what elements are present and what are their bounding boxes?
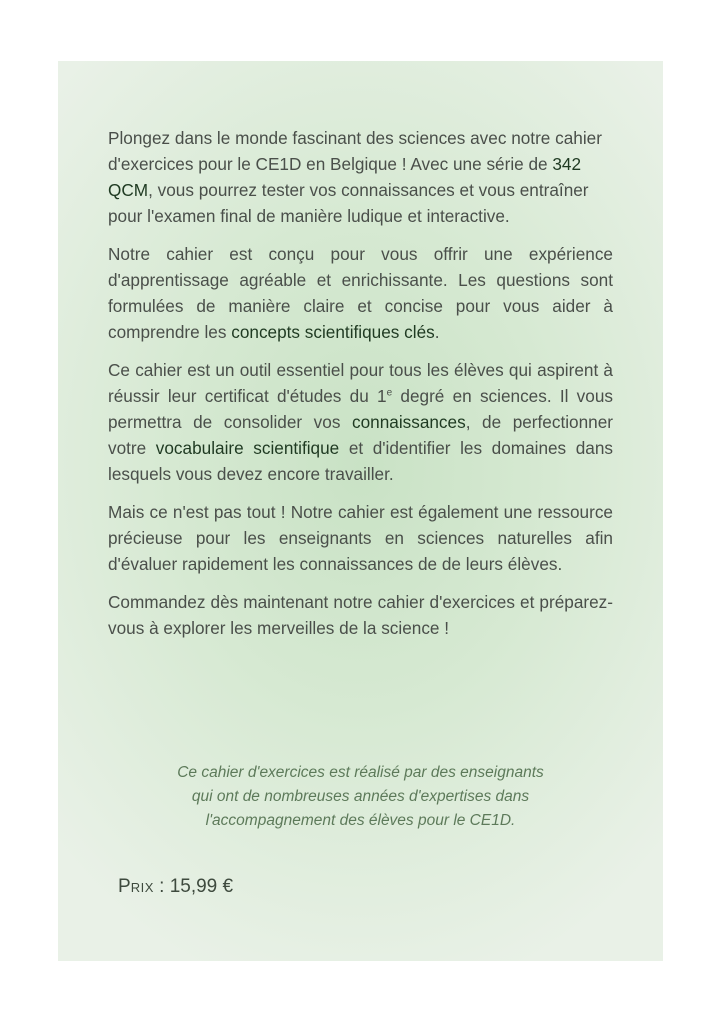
authors-note-line: qui ont de nombreuses années d'expertises dans — [191, 788, 530, 805]
price-value: 15,99 € — [169, 876, 234, 897]
back-cover-panel — [58, 61, 663, 961]
authors-note-line: l'accompagnement des élèves pour le CE1D. — [205, 812, 516, 829]
description-text — [108, 125, 613, 653]
paragraph-intro-text-end: , vous pourrez tester vos connaissances et vous entraîner pour l'examen final de manière ludique et interactive. — [108, 180, 589, 226]
ordinal-superscript: e — [386, 387, 393, 399]
paragraph-essential-text-3: , de perfectionner votre — [108, 412, 614, 458]
price-tag — [118, 876, 233, 898]
paragraph-intro-text: Plongez dans le monde fascinant des sciences avec notre cahier d'exercices pour le CE1D en Belgique ! Avec une série de — [108, 128, 602, 174]
paragraph-intro — [108, 125, 613, 229]
price-separator: : — [153, 876, 170, 897]
paragraph-design — [108, 241, 613, 345]
highlight-key-concepts: concepts scientifiques clés — [231, 322, 435, 342]
price-label-rest: RIX — [130, 880, 154, 895]
highlight-vocabulary: vocabulaire scientifique — [155, 438, 340, 458]
paragraph-essential-text-end: et d'identifier les domaines dans lesquels vous devez encore travailler. — [108, 438, 613, 484]
authors-note-line: Ce cahier d'exercices est réalisé par des enseignants — [177, 764, 544, 781]
paragraph-essential — [108, 357, 613, 487]
highlight-knowledge: connaissances — [351, 412, 466, 432]
highlight-qcm-count: 342 QCM — [108, 154, 582, 200]
price-label-initial: P — [118, 876, 131, 897]
paragraph-order: Commandez dès maintenant notre cahier d'exercices et préparez-vous à explorer les merveilles de la science ! — [108, 592, 613, 638]
paragraph-design-text: Notre cahier est conçu pour vous offrir une expérience d'apprentissage agréable et enrichissante. Les questions sont formulées de manière claire et concise pour vous aider à comprendre les — [108, 244, 613, 342]
paragraph-design-text-end: . — [434, 322, 440, 342]
paragraph-teachers: Mais ce n'est pas tout ! Notre cahier est également une ressource précieuse pour les enseignants en sciences naturelles afin d'évaluer rapidement les connaissances de de leurs élèves. — [108, 502, 613, 574]
authors-note — [108, 761, 613, 833]
paragraph-essential-text: Ce cahier est un outil essentiel pour tous les élèves qui aspirent à réussir leur certificat d'études du 1 — [108, 360, 613, 406]
paragraph-essential-text-2: degré en sciences. Il vous permettra de consolider vos — [108, 386, 613, 432]
